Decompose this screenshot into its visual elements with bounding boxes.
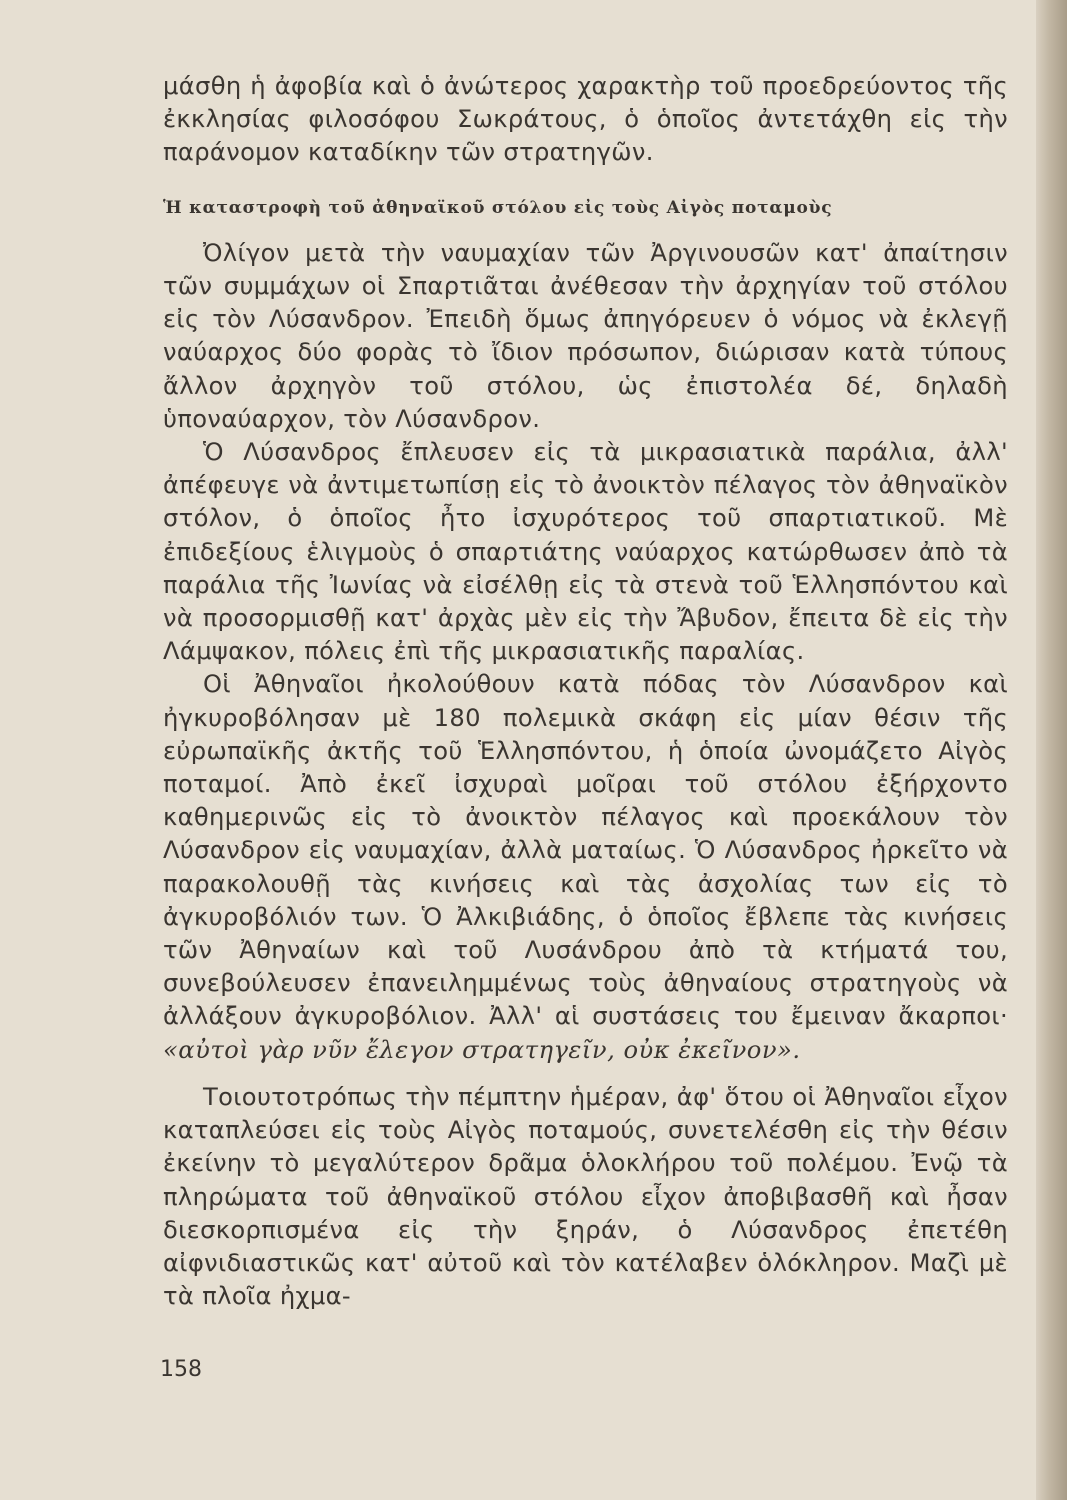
paragraph: Ὁ Λύσανδρος ἔπλευσεν εἰς τὰ μικρασιατικὰ παράλια, ἀλλ' ἀπέφευγε νὰ ἀντιμετωπίσῃ εἰς τὸ ἀνοικτὸν πέλαγος τὸν ἀθηναϊκὸν στόλον, ὁ ὁποῖος ἦτο ἰσχυρότερος τοῦ σπαρτιατικοῦ. Μὲ ἐπιδεξίους ἑλιγμοὺς ὁ σπαρτιάτης ναύαρχος κατώρθωσεν ἀπὸ τὰ παράλια τῆς Ἰωνίας νὰ εἰσέλθῃ εἰς τὰ στενὰ τοῦ Ἑλλησπόντου καὶ νὰ προσορμισθῇ κατ' ἀρχὰς μὲν εἰς τὴν Ἄβυδον, ἔπειτα δὲ εἰς τὴν Λάμψακον, πόλεις ἐπὶ τῆς μικρασιατικῆς παραλίας. xyxy=(163,438,1008,666)
opening-paragraph: μάσθη ἡ ἀφοβία καὶ ὁ ἀνώτερος χαρακτὴρ τοῦ προεδρεύοντος τῆς ἐκκλησίας φιλοσόφου Σωκράτους, ὁ ὁποῖος ἀντετάχθη εἰς τὴν παράνομον καταδίκην τῶν στρατηγῶν. xyxy=(163,72,1008,167)
paragraph-text: Οἱ Ἀθηναῖοι ἠκολούθουν κατὰ πόδας τὸν Λύσανδρον καὶ ἠγκυροβόλησαν μὲ 180 πολεμικὰ σκάφη εἰς μίαν θέσιν τῆς εὐρωπαϊκῆς ἀκτῆς τοῦ Ἑλλησπόντου, ἡ ὁποία ὠνομάζετο Αἰγὸς ποταμοί. Ἀπὸ ἐκεῖ ἰσχυραὶ μοῖραι τοῦ στόλου ἐξήρχοντο καθημερινῶς εἰς τὸ ἀνοικτὸν πέλαγος καὶ προεκάλουν τὸν Λύσανδρον εἰς ναυμαχίαν, ἀλλὰ ματαίως. Ὁ Λύσανδρος ἠρκεῖτο νὰ παρακολουθῇ τὰς κινήσεις καὶ τὰς ἀσχολίας των εἰς τὸ ἀγκυροβόλιόν των. Ὁ Ἀλκιβιάδης, ὁ ὁποῖος ἔβλεπε τὰς κινήσεις τῶν Ἀθηναίων καὶ τοῦ Λυσάνδρου ἀπὸ τὰ κτήματά του, συνεβούλευσεν ἐπανειλημμένως τοὺς ἀθηναίους στρατηγοὺς νὰ ἀλλάξουν ἀγκυροβόλιον. Ἀλλ' αἱ συστάσεις του ἔμειναν ἄκαρποι· xyxy=(163,670,1008,1031)
paragraph: Ὀλίγον μετὰ τὴν ναυμαχίαν τῶν Ἀργινουσῶν κατ' ἀπαίτησιν τῶν συμμάχων οἱ Σπαρτιᾶται ἀνέθεσαν τὴν ἀρχηγίαν τοῦ στόλου εἰς τὸν Λύσανδρον. Ἐπειδὴ ὅμως ἀπηγόρευεν ὁ νόμος νὰ ἐκλεγῇ ναύαρχος δύο φορὰς τὸ ἴδιον πρόσωπον, διώρισαν κατὰ τύπους ἄλλον ἀρχηγὸν τοῦ στόλου, ὡς ἐπιστολέα δέ, δηλαδὴ ὑποναύαρχον, τὸν Λύσανδρον. xyxy=(163,238,1008,433)
section-heading: Ἡ καταστροφὴ τοῦ ἀθηναϊκοῦ στόλου εἰς τοὺς Αἰγὸς ποταμοὺς xyxy=(163,197,833,218)
book-spine-edge xyxy=(1036,0,1067,1500)
page-number: 158 xyxy=(160,1357,202,1382)
paragraph xyxy=(163,668,1008,1066)
paragraph: Τοιουτοτρόπως τὴν πέμπτην ἡμέραν, ἀφ' ὅτου οἱ Ἀθηναῖοι εἶχον καταπλεύσει εἰς τοὺς Αἰγὸς ποταμούς, συνετελέσθη εἰς τὴν θέσιν ἐκείνην τὸ μεγαλύτερον δρᾶμα ὁλοκλήρου τοῦ πολέμου. Ἐνῷ τὰ πληρώματα τοῦ ἀθηναϊκοῦ στόλου εἶχον ἀποβιβασθῆ καὶ ἦσαν διεσκορπισμένα εἰς τὴν ξηράν, ὁ Λύσανδρος ἐπετέθη αἰφνιδιαστικῶς κατ' αὐτοῦ καὶ τὸν κατέλαβεν ὁλόκληρον. Μαζὶ μὲ τὰ πλοῖα ἠχμα- xyxy=(163,1082,1008,1311)
page-text-block xyxy=(163,70,1008,1313)
ancient-quote: «αὐτοὶ γὰρ νῦν ἔλεγον στρατηγεῖν, οὐκ ἐκεῖνον». xyxy=(163,1035,801,1064)
